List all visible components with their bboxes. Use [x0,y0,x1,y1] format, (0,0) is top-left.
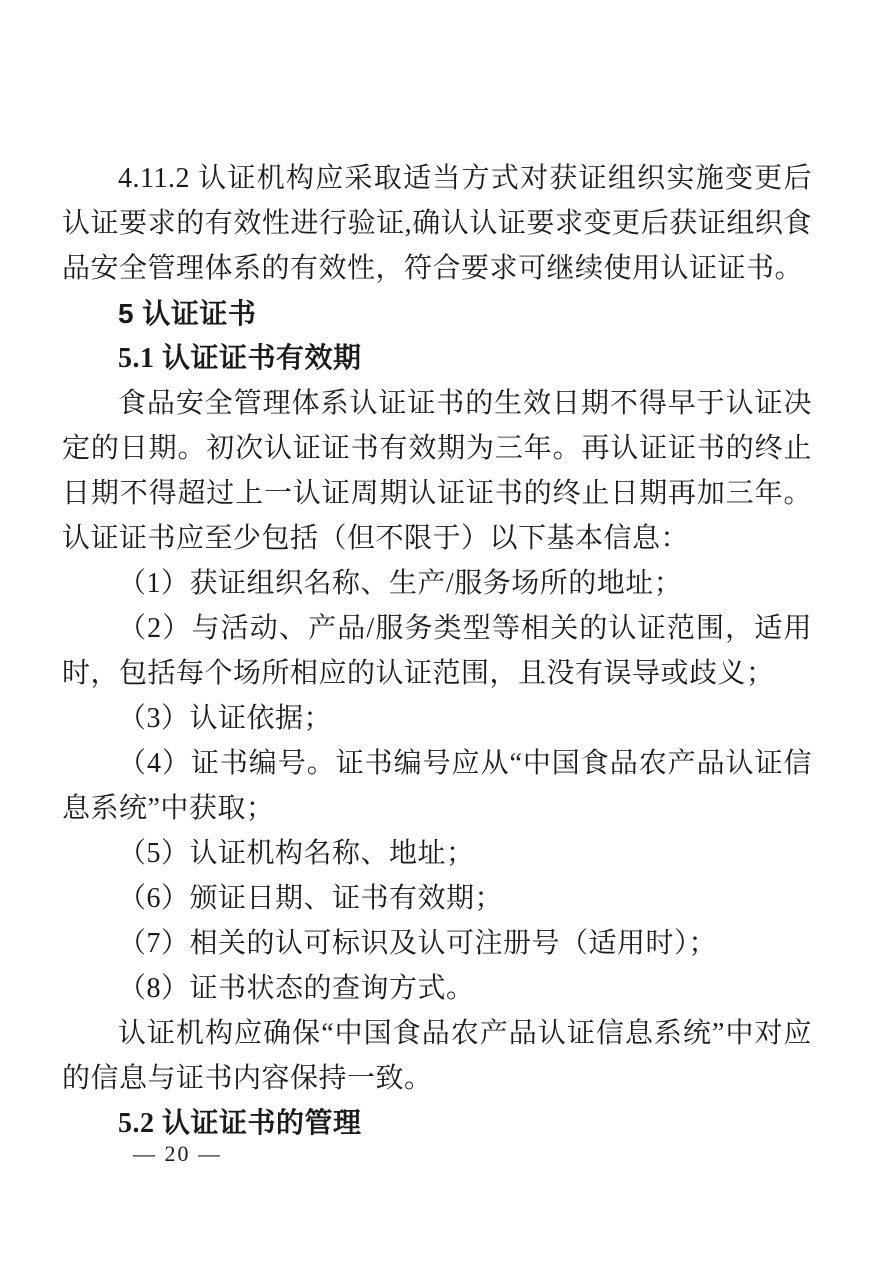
paragraph-info-consistency: 认证机构应确保“中国食品农产品认证信息系统”中对应的信息与证书内容保持一致。 [62,1018,812,1094]
list-item-5: （5）认证机构名称、地址； [118,838,475,869]
list-item-6: （6）颁证日期、证书有效期； [118,883,504,914]
heading-section-5: 5 认证证书 [118,298,257,329]
paragraph-certificate-validity: 食品安全管理体系认证证书的生效日期不得早于认证决定的日期。初次认证证书有效期为三年。再认证证书的终止日期不得超过上一认证周期认证证书的终止日期再加三年。认证证书应至少包括（但不限于）以下基本信息： [62,388,812,554]
list-item-1: （1）获证组织名称、生产/服务场所的地址； [118,568,683,599]
document-content [62,156,812,1146]
list-item-2: （2）与活动、产品/服务类型等相关的认证范围，适用时，包括每个场所相应的认证范围，且没有误导或歧义； [62,613,812,689]
page-footer [133,1141,222,1167]
list-item-8: （8）证书状态的查询方式。 [118,973,475,1004]
list-item-7: （7）相关的认可标识及认可注册号（适用时）； [118,928,718,959]
heading-section-5-1: 5.1 认证证书有效期 [118,343,362,374]
list-item-3: （3）认证依据； [118,703,333,734]
page-number: — 20 — [133,1141,222,1166]
paragraph-4-11-2: 4.11.2 认证机构应采取适当方式对获证组织实施变更后认证要求的有效性进行验证,确认认证要求变更后获证组织食品安全管理体系的有效性，符合要求可继续使用认证证书。 [62,163,812,284]
heading-section-5-2: 5.2 认证证书的管理 [118,1108,362,1139]
list-item-4: （4）证书编号。证书编号应从“中国食品农产品认证信息系统”中获取； [62,748,812,824]
